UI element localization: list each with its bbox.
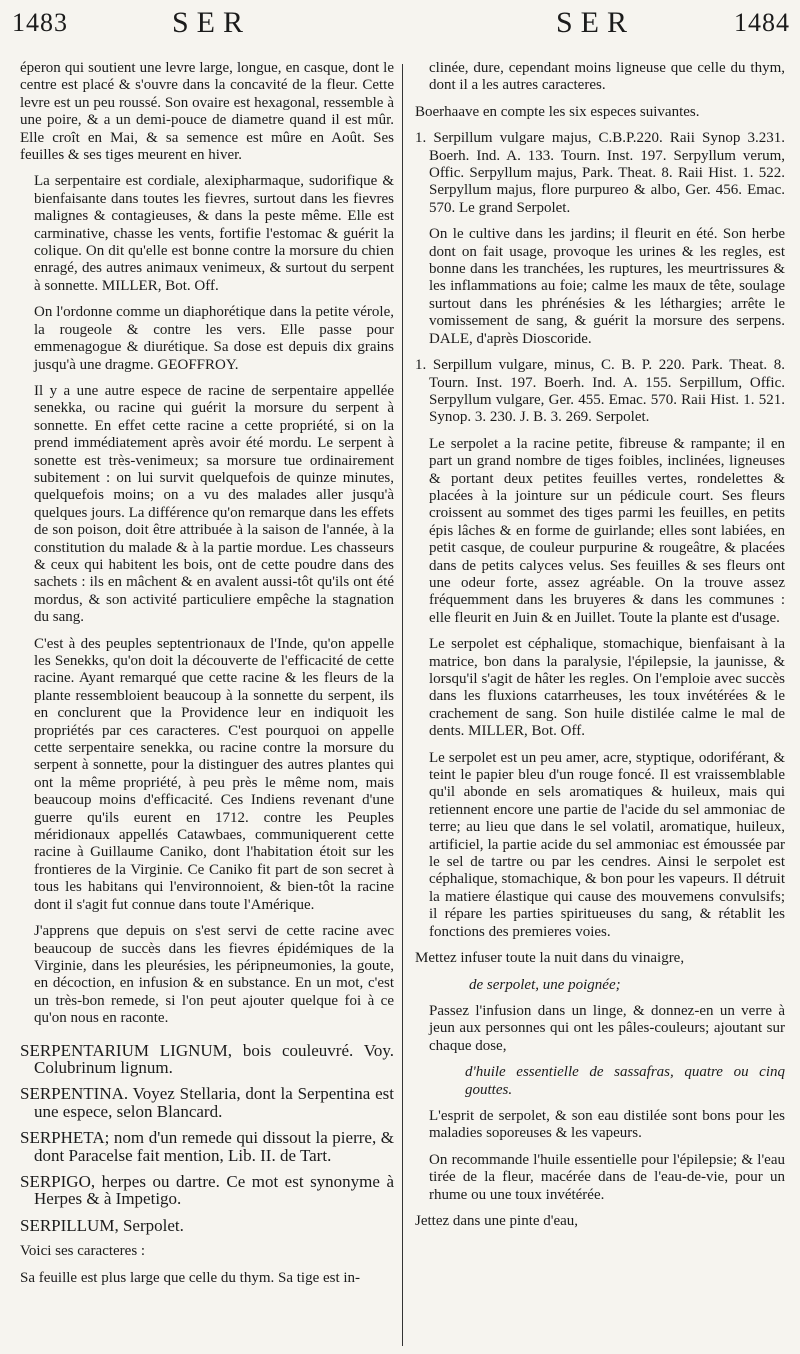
- recipe-ingredient: de serpolet, une poignée;: [469, 976, 621, 993]
- paragraph: éperon qui soutient une levre large, longue, en casque, dont le centre est placé & s'ouvre dans la concavité de la fleur. Cette levre est un peu roussé. Son ovaire est hexagonal, ressemble à une poire, & a un demi-pouce de diametre quand il est mûr. Elle croît en Mai, & sa semence est mûre en Août. Ses feuilles & ses tiges meurent en hiver.: [20, 60, 394, 164]
- paragraph: Le serpolet a la racine petite, fibreuse & rampante; il en part un grand nombre de tiges foibles, inclinées, ligneuses & portant deux petites feuilles vertes, rondelettes & placées à la jointure sur un pédicule court. Ses fleurs croissent au sommet des tiges parmi les feuilles, en petits épis lâches & en forme de guirlande; elles sont labiées, en petit casque, de couleur purpurine & rougeâtre, & placées dans de petits calyces velus. Ses feuilles & ses fleurs ont une odeur forte, assez agréable. On la trouve assez fréquemment dans les bruyeres & dans les communes : elle fleurit en Juin & en Juillet. Toute la plante est d'usage.: [429, 435, 785, 626]
- page-number-right: 1484: [734, 8, 790, 37]
- species-entry: 1. Serpillum vulgare, minus, C. B. P. 220. Park. Theat. 8. Tourn. Inst. 197. Boerh. Ind. A. 155. Serpillum, Offic. Serpyllum vulgare, Ger. 455. Emac. 570. Raii Hist. 1. 521. Synop. 3. 230. J. B. 3. 269. Serpolet.: [415, 357, 785, 426]
- recipe-ingredient: d'huile essentielle de sassafras, quatre ou cinq gouttes.: [465, 1064, 785, 1098]
- paragraph: clinée, dure, cependant moins ligneuse que celle du thym, dont il a les autres caracteres.: [429, 60, 785, 94]
- left-column: [20, 60, 394, 1296]
- paragraph: Le serpolet est céphalique, stomachique, bienfaisant à la matrice, bon dans la paralysie, l'épilepsie, la jaunisse, & lorsqu'il s'agit de hâter les regles. On l'emploie avec succès dans les fluxions catarrheuses, les toux invétérées & le crachement de sang. Son huile distilée calme le mal de dents. MILLER, Bot. Off.: [429, 636, 785, 740]
- entry-serpentarium: SERPENTARIUM LIGNUM, bois couleuvré. Voy. Colubrinum lignum.: [20, 1040, 394, 1077]
- paragraph: L'esprit de serpolet, & son eau distilée sont bons pour les maladies soporeuses & les vapeurs.: [429, 1107, 785, 1142]
- paragraph: On recommande l'huile essentielle pour l'épilepsie; & l'eau tirée de la fleur, macérée dans de l'eau-de-vie, pour un rhume ou une toux invétérée.: [429, 1151, 785, 1203]
- entry-serpigo: SERPIGO, herpes ou dartre. Ce mot est synonyme à Herpes & à Impetigo.: [20, 1171, 394, 1209]
- paragraph: C'est à des peuples septentrionaux de l'Inde, qu'on appelle les Senekks, qu'on doit la découverte de l'efficacité de cette racine. Ayant remarqué que cette racine & les fleurs de la plante ressembloient beaucoup à la sonnette du serpent, ils en conclurent que la Providence leur en indiquoit les propriétés par ces caracteres. C'est pourquoi on appelle cette serpentaire senekka, ou racine contre la morsure du serpent à sonnette, pour la distinguer des autres plantes qui ont la même propriété, à peu près le même nom, mais beaucoup moins d'efficacité. Ces Indiens revenant d'une guerre qu'ils eurent en 1712. contre les Peuples méridionaux appellés Catawbaes, communiquerent cette racine à Guillaume Caniko, dont l'habitation étoit sur les frontieres de la Virginie. Ce Caniko fit part de son secret à tous les habitans qui l'environnoient, & bien-tôt la racine dont il s'agit fut connue dans toute l'Amérique.: [34, 635, 394, 913]
- running-title-right: SER: [556, 6, 636, 39]
- entry-serpentina: SERPENTINA. Voyez Stellaria, dont la Serpentina est une espece, selon Blancard.: [20, 1084, 394, 1121]
- paragraph: Passez l'infusion dans un linge, & donnez-en un verre à jeun aux personnes qui ont les pâles-couleurs; ajoutant sur chaque dose,: [429, 1002, 785, 1054]
- paragraph: On le cultive dans les jardins; il fleurit en été. Son herbe dont on fait usage, provoque les urines & les regles, est bonne dans les tranchées, les ruptures, les meurtrissures & les inflammations au foie; calme les maux de tête, soulage surtout dans les phrénésies & les léthargies; arrête le vomissement de sang, & guérit la morsure des serpens. DALE, d'après Dioscoride.: [429, 226, 785, 347]
- right-column: [415, 60, 785, 1239]
- paragraph: J'apprens que depuis on s'est servi de cette racine avec beaucoup de succès dans les fievres épidémiques de la Virginie, dans les pleurésies, les péripneumonies, la goute, en décoction, en infusion & en substance. En un mot, c'est un très-bon remede, si l'on peut ajouter quelque foi à ce qu'on nous en raconte.: [34, 923, 394, 1027]
- paragraph: Jettez dans une pinte d'eau,: [415, 1212, 579, 1229]
- paragraph: Il y a une autre espece de racine de serpentaire appellée senekka, ou racine qui guérit la morsure du serpent à sonnette. En effet cette racine a cette propriété, si on la prend immédiatement après avoir été mordu. Le serpent à sonette est très-venimeux; sa morsure tue ordinairement subitement : on lui survit quelquefois de quinze minutes, quelquefois moins; on a vu des malades aller jusqu'à quelques jours. La différence qu'on remarque dans les effets de son poison, doit être attribuée à la saison de l'année, à la constitution du malade & à la partie mordue. Les chasseurs & ceux qui habitent les bois, ont de cette poudre dans des sachets : ils en mâchent & en avalent aussi-tôt qu'ils ont été mordus, & son activité particuliere empêche la stagnation du sang.: [34, 382, 394, 626]
- paragraph: La serpentaire est cordiale, alexipharmaque, sudorifique & bienfaisante dans toutes les fievres, surtout dans les fievres malignes & contagieuses, & dans la peste même. Elle est carminative, chasse les vents, fortifie l'estomac & guérit la colique. On dit qu'elle est bonne contre la morsure du chien enragé, des autres animaux venimeux, & surtout du serpent à sonnette. MILLER, Bot. Off.: [34, 173, 394, 294]
- entry-serpillum: SERPILLUM, Serpolet.: [20, 1215, 184, 1235]
- page-number-left: 1483: [12, 8, 68, 37]
- page-header: [0, 6, 800, 56]
- paragraph: Boerhaave en compte les six especes suivantes.: [415, 103, 700, 120]
- paragraph: Sa feuille est plus large que celle du thym. Sa tige est in-: [20, 1269, 361, 1286]
- paragraph: Mettez infuser toute la nuit dans du vinaigre,: [415, 950, 685, 967]
- species-entry: 1. Serpillum vulgare majus, C.B.P.220. Raii Synop 3.231. Boerh. Ind. A. 133. Tourn. Inst. 197. Serpyllum verum, Offic. Serpyllum majus, Park. Theat. 8. Raii Hist. 1. 522. Serpyllum majus, flore purpureo & albo, Ger. 456. Emac. 570. Le grand Serpolet.: [415, 130, 785, 216]
- paragraph: Le serpolet est un peu amer, acre, styptique, odoriférant, & teint le papier bleu d'un rouge foncé. Il est vraissemblable qu'il abonde en sels aromatiques & huileux, mais qui retiennent encore une partie de l'acide du sel ammoniac de terre; au lieu que dans le sel volatil, aromatique, huileux, artificiel, la partie acide du sel ammoniac est émoussée par le sel de tartre ou par les cendres. Ainsi le serpolet est céphalique, stomachique, & bon pour les vapeurs. Il détruit la matiere élastique qui cause des mouvemens convulsifs; il répare les parties spiritueuses du sang, & rétablit les fonctions des premieres voies.: [429, 749, 785, 940]
- column-divider: [402, 64, 403, 1346]
- running-title-left: SER: [172, 6, 252, 39]
- paragraph: Voici ses caracteres :: [20, 1243, 146, 1260]
- paragraph: On l'ordonne comme un diaphorétique dans la petite vérole, la rougeole & contre les vers. Elle passe pour emmenagogue & diurétique. Sa dose est depuis dix grains jusqu'à une dragme. GEOFFROY.: [34, 304, 394, 373]
- entry-serpheta: SERPHETA; nom d'un remede qui dissout la pierre, & dont Paracelse fait mention, Lib. II. de Tart.: [20, 1128, 394, 1165]
